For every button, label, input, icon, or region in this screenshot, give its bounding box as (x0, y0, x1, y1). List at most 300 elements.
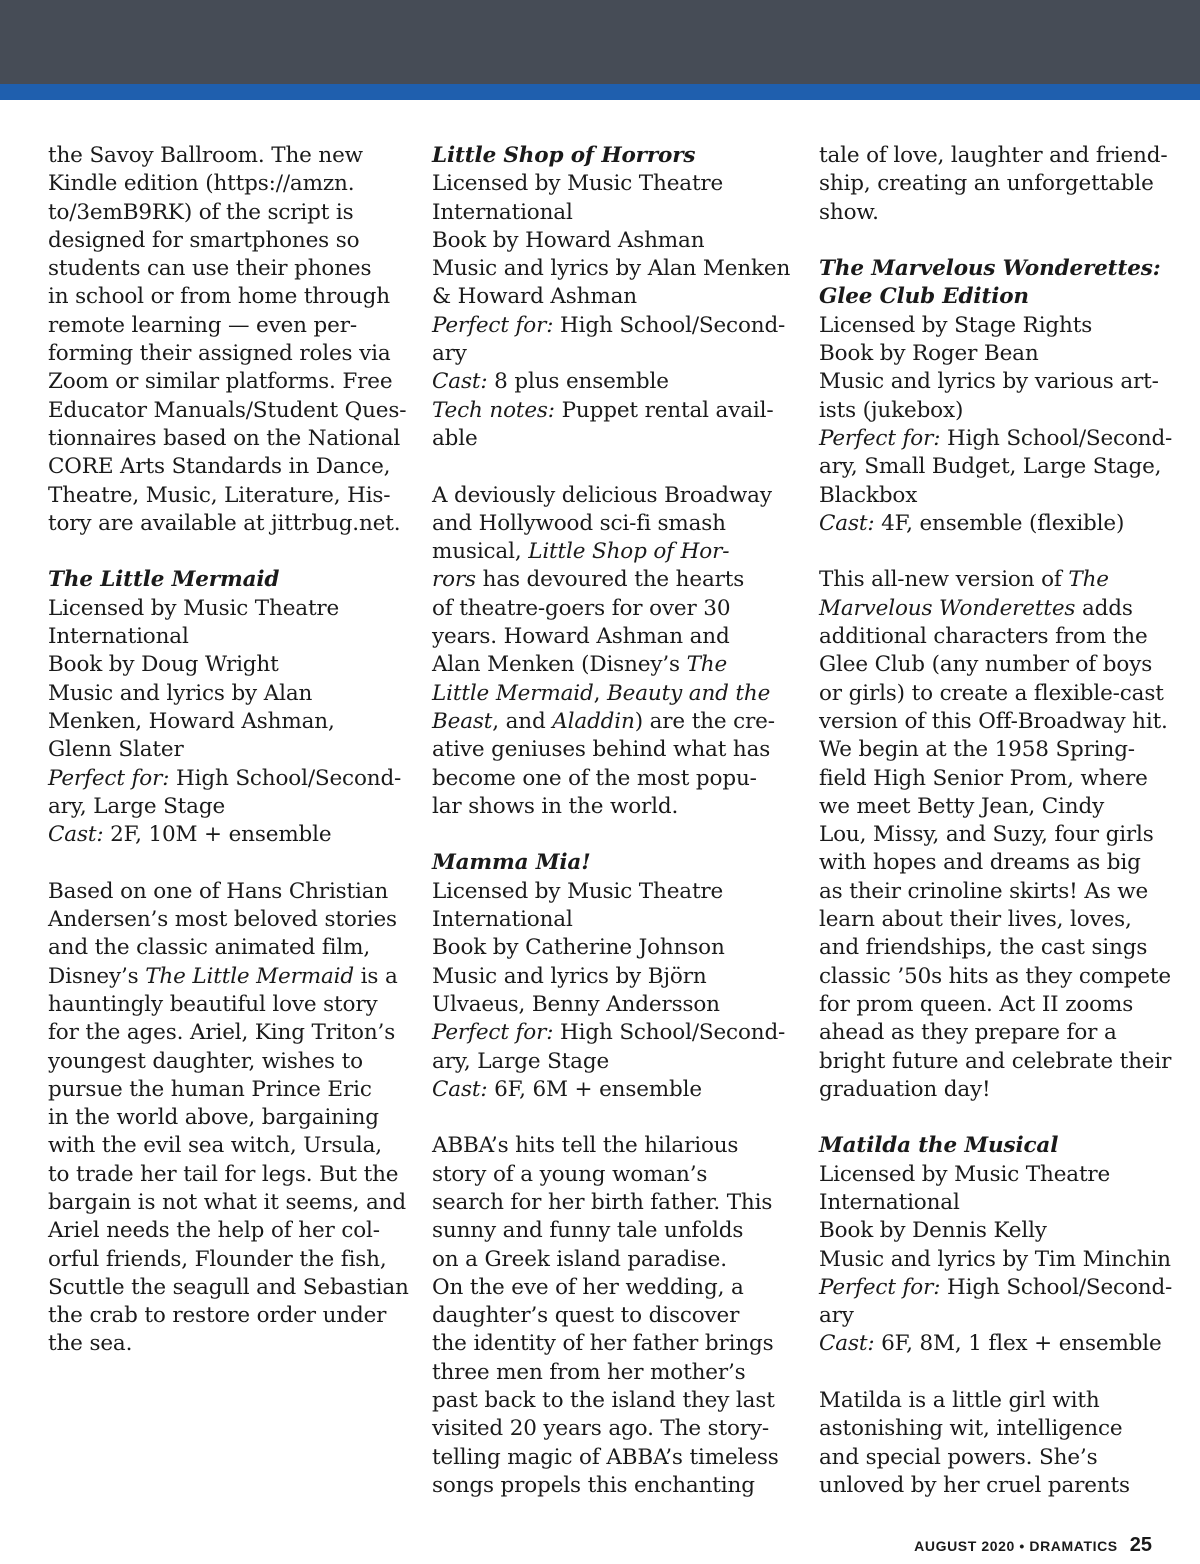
text-line (819, 340, 1171, 368)
body-text: Educator Manuals/Student Ques- (48, 397, 407, 423)
body-text: , (593, 680, 608, 706)
section-title (819, 283, 1171, 311)
body-text: ary, Small Budget, Large Stage, (819, 454, 1162, 480)
body-text: tory are available at jittrbug.net. (48, 510, 401, 536)
text-line (819, 821, 1171, 849)
text-line (819, 651, 1171, 679)
text-line (48, 595, 400, 623)
body-text: youngest daughter, wishes to (48, 1048, 363, 1074)
italic-text: The (686, 652, 728, 678)
body-text: to/3emB9RK) of the script is (48, 199, 354, 225)
header-accent-stripe (0, 84, 1200, 100)
body-text: become one of the most popu- (432, 765, 757, 791)
body-text: ary, Large Stage (48, 793, 226, 819)
text-line (432, 1246, 784, 1274)
italic-text: Cast: (819, 1331, 875, 1357)
text-line (819, 991, 1171, 1019)
text-line (432, 510, 784, 538)
body-text: orful friends, Flounder the fish, (48, 1246, 387, 1272)
body-text: & Howard Ashman (432, 284, 637, 310)
text-line (48, 821, 400, 849)
text-line (432, 651, 784, 679)
body-text: hauntingly beautiful love story (48, 991, 378, 1017)
text-line (432, 708, 784, 736)
section-title-text: The Little Mermaid (48, 567, 280, 593)
body-text: to trade her tail for legs. But the (48, 1161, 399, 1187)
text-line (432, 934, 784, 962)
text-line (432, 312, 784, 340)
text-line (432, 680, 784, 708)
page-footer (914, 1534, 1152, 1557)
column-2 (432, 142, 791, 1500)
text-line (432, 623, 784, 651)
text-line (819, 1359, 1171, 1387)
body-text: for prom queen. Act II zooms (819, 991, 1134, 1017)
body-text: Kindle edition (https://amzn. (48, 171, 355, 197)
body-text: classic ’50s hits as they compete (819, 963, 1171, 989)
text-line (432, 283, 784, 311)
body-text: Music and lyrics by various art- (819, 369, 1159, 395)
body-text: International (819, 1189, 960, 1215)
text-line (819, 1246, 1171, 1274)
text-line (48, 1132, 400, 1160)
body-text: High School/Second- (169, 765, 402, 791)
body-text: Theatre, Music, Literature, His- (48, 482, 391, 508)
body-text: Alan Menken (Disney’s (432, 652, 687, 678)
text-line (48, 510, 400, 538)
text-line (48, 1302, 400, 1330)
text-line (432, 736, 784, 764)
text-line (432, 1217, 784, 1245)
text-line (48, 142, 400, 170)
body-text: ative geniuses behind what has (432, 737, 771, 763)
text-line (48, 849, 400, 877)
issue-label: AUGUST 2020 • DRAMATICS (914, 1538, 1118, 1554)
text-line (432, 340, 784, 368)
body-text: Licensed by Stage Rights (819, 312, 1093, 338)
body-text: years. Howard Ashman and (432, 624, 730, 650)
body-text: Licensed by Music Theatre (48, 595, 340, 621)
body-text: of theatre-goers for over 30 (432, 595, 731, 621)
text-line (48, 1161, 400, 1189)
section-title (432, 849, 784, 877)
body-text: in school or from home through (48, 284, 390, 310)
body-text: and Hollywood sci-fi smash (432, 510, 726, 536)
text-line (48, 538, 400, 566)
text-line (819, 538, 1171, 566)
text-line (819, 1104, 1171, 1132)
text-line (819, 793, 1171, 821)
body-text: graduation day! (819, 1076, 991, 1102)
text-line (819, 368, 1171, 396)
body-text: additional characters from the (819, 624, 1148, 650)
body-text: Puppet rental avail- (554, 397, 774, 423)
body-text: Music and lyrics by Alan (48, 680, 313, 706)
text-line (819, 1217, 1171, 1245)
body-text: astonishing wit, intelligence (819, 1416, 1123, 1442)
text-line (819, 566, 1171, 594)
body-text: is a (354, 963, 398, 989)
text-line (819, 680, 1171, 708)
column-3 (819, 142, 1171, 1500)
text-line (819, 906, 1171, 934)
text-line (48, 934, 400, 962)
body-text: in the world above, bargaining (48, 1105, 379, 1131)
body-text: remote learning — even per- (48, 312, 357, 338)
text-line (432, 1472, 784, 1500)
text-line (48, 425, 400, 453)
text-line (819, 227, 1171, 255)
text-line (48, 1076, 400, 1104)
body-text: Based on one of Hans Christian (48, 878, 389, 904)
text-line (432, 425, 784, 453)
body-text: 6F, 8M, 1 flex + ensemble (874, 1331, 1162, 1357)
body-text: able (432, 425, 478, 451)
body-text: students can use their phones (48, 256, 372, 282)
text-line (819, 142, 1171, 170)
text-line (819, 170, 1171, 198)
body-text: adds (1075, 595, 1133, 621)
text-line (48, 708, 400, 736)
text-line (432, 963, 784, 991)
italic-text: Tech notes: (432, 397, 555, 423)
body-text: learn about their lives, loves, (819, 907, 1132, 933)
italic-text: Little Mermaid (432, 680, 594, 706)
text-line (48, 1330, 400, 1358)
text-line (432, 1076, 784, 1104)
text-line (432, 1444, 784, 1472)
italic-text: Little Shop of Hor- (528, 539, 730, 565)
body-text: Glenn Slater (48, 737, 184, 763)
column-1 (48, 142, 409, 1359)
text-line (819, 708, 1171, 736)
body-text: A deviously delicious Broadway (432, 482, 772, 508)
body-text: , and (492, 708, 553, 734)
body-text: International (432, 199, 573, 225)
text-line (819, 397, 1171, 425)
body-text: High School/Second- (553, 1020, 786, 1046)
text-line (819, 453, 1171, 481)
body-text: and special powers. She’s (819, 1444, 1098, 1470)
text-line (819, 1161, 1171, 1189)
body-text: songs propels this enchanting (432, 1472, 755, 1498)
body-text: Book by Roger Bean (819, 341, 1039, 367)
body-text: bright future and celebrate their (819, 1048, 1172, 1074)
body-text: the Savoy Ballroom. The new (48, 143, 363, 168)
text-line (432, 1302, 784, 1330)
body-text: Licensed by Music Theatre (432, 878, 724, 904)
italic-text: The (1068, 567, 1109, 593)
italic-text: Cast: (432, 369, 488, 395)
section-title-text: Little Shop of Horrors (432, 143, 696, 168)
text-line (48, 765, 400, 793)
body-text: ) are the cre- (634, 708, 775, 734)
body-text: sunny and funny tale unfolds (432, 1218, 744, 1244)
italic-text: rors (432, 567, 476, 593)
italic-text: The Little Mermaid (145, 963, 354, 989)
text-line (432, 765, 784, 793)
body-text: Menken, Howard Ashman, (48, 708, 335, 734)
text-line (819, 1048, 1171, 1076)
text-line (819, 849, 1171, 877)
body-text: tale of love, laughter and friend- (819, 143, 1168, 168)
body-text: 4F, ensemble (flexible) (874, 510, 1125, 536)
body-text: visited 20 years ago. The story- (432, 1416, 769, 1442)
text-line (819, 1076, 1171, 1104)
text-line (48, 1104, 400, 1132)
body-text: or girls) to create a flexible-cast (819, 680, 1164, 706)
italic-text: Perfect for: (432, 312, 554, 338)
text-line (48, 340, 400, 368)
body-text: Book by Dennis Kelly (819, 1218, 1047, 1244)
body-text: Book by Doug Wright (48, 652, 279, 678)
text-line (432, 1274, 784, 1302)
body-text: International (432, 907, 573, 933)
body-text: ABBA’s hits tell the hilarious (432, 1133, 739, 1159)
text-line (48, 878, 400, 906)
text-line (819, 765, 1171, 793)
body-text: musical, (432, 539, 529, 565)
body-text: This all-new version of (819, 567, 1069, 593)
body-text: High School/Second- (940, 1274, 1173, 1300)
text-line (819, 934, 1171, 962)
body-text: Music and lyrics by Alan Menken (432, 256, 791, 282)
text-line (48, 482, 400, 510)
text-line (48, 680, 400, 708)
body-text: Matilda is a little girl with (819, 1388, 1100, 1414)
page-number: 25 (1129, 1534, 1152, 1556)
italic-text: Marvelous Wonderettes (819, 595, 1076, 621)
text-line (819, 595, 1171, 623)
text-line (48, 312, 400, 340)
body-text: past back to the island they last (432, 1388, 775, 1414)
text-line (432, 821, 784, 849)
text-line (432, 793, 784, 821)
body-text: Ariel needs the help of her col- (48, 1218, 380, 1244)
header-bar (0, 0, 1200, 84)
body-text: 2F, 10M + ensemble (103, 822, 332, 848)
text-line (48, 1274, 409, 1302)
text-line (48, 368, 400, 396)
italic-text: Aladdin (552, 708, 635, 734)
italic-text: Beast (432, 708, 493, 734)
text-line (432, 482, 784, 510)
body-text: pursue the human Prince Eric (48, 1076, 372, 1102)
text-line (48, 793, 400, 821)
body-text: forming their assigned roles via (48, 341, 391, 367)
text-line (432, 1387, 784, 1415)
body-text: bargain is not what it seems, and (48, 1189, 406, 1215)
text-line (48, 170, 400, 198)
text-line (819, 1472, 1171, 1500)
text-line (432, 227, 784, 255)
text-line (48, 199, 400, 227)
text-line (48, 227, 400, 255)
text-line (432, 906, 784, 934)
text-line (819, 1387, 1171, 1415)
body-text: ary (819, 1303, 854, 1329)
text-line (432, 1104, 784, 1132)
body-text: field High Senior Prom, where (819, 765, 1148, 791)
body-text: with hopes and dreams as big (819, 850, 1141, 876)
text-line (48, 651, 400, 679)
body-text: Book by Howard Ashman (432, 227, 705, 253)
section-title-text: Matilda the Musical (819, 1133, 1059, 1159)
body-text: 8 plus ensemble (487, 369, 669, 395)
body-text: we meet Betty Jean, Cindy (819, 793, 1105, 819)
text-line (432, 1161, 784, 1189)
text-line (48, 255, 400, 283)
body-text: ahead as they prepare for a (819, 1020, 1117, 1046)
text-line (48, 453, 400, 481)
text-line (48, 1019, 400, 1047)
body-text: and the classic animated film, (48, 935, 370, 961)
section-title (819, 1132, 1171, 1160)
body-text: ship, creating an unforgettable (819, 171, 1154, 197)
body-text: ists (jukebox) (819, 397, 964, 423)
section-title-text: The Marvelous Wonderettes: (819, 256, 1161, 282)
body-text: Scuttle the seagull and Sebastian (48, 1274, 409, 1300)
italic-text: Beauty and the (607, 680, 771, 706)
text-line (432, 453, 784, 481)
section-title (432, 142, 784, 170)
text-line (432, 1415, 784, 1443)
text-line (432, 566, 784, 594)
body-text: search for her birth father. This (432, 1189, 773, 1215)
text-line (819, 199, 1171, 227)
text-line (819, 623, 1171, 651)
body-text: Andersen’s most beloved stories (48, 907, 397, 933)
body-text: Zoom or similar platforms. Free (48, 369, 393, 395)
body-text: unloved by her cruel parents (819, 1472, 1130, 1498)
text-line (819, 482, 1171, 510)
text-line (48, 1189, 406, 1217)
body-text: with the evil sea witch, Ursula, (48, 1133, 382, 1159)
text-line (819, 878, 1171, 906)
text-line (48, 963, 400, 991)
body-text: on a Greek island paradise. (432, 1246, 727, 1272)
body-text: three men from her mother’s (432, 1359, 746, 1385)
body-text: Glee Club (any number of boys (819, 652, 1153, 678)
text-line (48, 1217, 400, 1245)
section-title (48, 566, 400, 594)
text-line (819, 1330, 1171, 1358)
italic-text: Cast: (48, 822, 104, 848)
text-line (819, 1415, 1171, 1443)
text-line (432, 397, 784, 425)
text-line (819, 1302, 1171, 1330)
italic-text: Perfect for: (432, 1020, 554, 1046)
section-title-text: Mamma Mia! (432, 850, 591, 876)
italic-text: Cast: (432, 1076, 488, 1102)
text-line (432, 991, 784, 1019)
text-line (432, 368, 784, 396)
italic-text: Perfect for: (819, 1274, 941, 1300)
text-line (48, 991, 400, 1019)
text-line (432, 538, 784, 566)
body-text: has devoured the hearts (475, 567, 745, 593)
body-text: show. (819, 199, 879, 225)
body-text: lar shows in the world. (432, 793, 679, 819)
body-text: story of a young woman’s (432, 1161, 708, 1187)
text-line (432, 255, 791, 283)
body-text: the identity of her father brings (432, 1331, 774, 1357)
text-line (48, 736, 400, 764)
italic-text: Cast: (819, 510, 875, 536)
text-line (432, 1132, 784, 1160)
text-line (819, 736, 1171, 764)
body-text: designed for smartphones so (48, 227, 360, 253)
text-line (48, 283, 400, 311)
text-line (819, 963, 1171, 991)
body-text: Music and lyrics by Björn (432, 963, 707, 989)
body-text: CORE Arts Standards in Dance, (48, 454, 391, 480)
body-text: the sea. (48, 1331, 133, 1357)
text-line (432, 1048, 784, 1076)
body-text: and friendships, the cast sings (819, 935, 1148, 961)
body-text: We begin at the 1958 Spring- (819, 737, 1135, 763)
text-line (819, 312, 1171, 340)
text-line (819, 1274, 1171, 1302)
body-text: Lou, Missy, and Suzy, four girls (819, 822, 1154, 848)
text-line (432, 1019, 784, 1047)
text-line (819, 1019, 1171, 1047)
text-line (432, 199, 784, 227)
body-text: version of this Off-Broadway hit. (819, 708, 1168, 734)
body-text: Blackbox (819, 482, 918, 508)
body-text: Book by Catherine Johnson (432, 935, 725, 961)
section-title (819, 255, 1171, 283)
text-line (432, 1189, 784, 1217)
text-line (819, 425, 1171, 453)
text-line (48, 623, 400, 651)
text-line (432, 595, 784, 623)
body-text: High School/Second- (940, 425, 1173, 451)
body-text: ary (432, 341, 467, 367)
text-line (432, 1330, 784, 1358)
italic-text: Perfect for: (819, 425, 941, 451)
body-text: telling magic of ABBA’s timeless (432, 1444, 779, 1470)
text-line (48, 906, 400, 934)
body-text: daughter’s quest to discover (432, 1303, 740, 1329)
body-text: High School/Second- (553, 312, 786, 338)
text-line (48, 397, 407, 425)
text-line (432, 878, 784, 906)
body-text: Disney’s (48, 963, 146, 989)
body-text: as their crinoline skirts! As we (819, 878, 1149, 904)
body-text: Music and lyrics by Tim Minchin (819, 1246, 1171, 1272)
text-line (819, 1444, 1171, 1472)
text-line (48, 1246, 400, 1274)
body-text: 6F, 6M + ensemble (487, 1076, 702, 1102)
text-line (432, 1359, 784, 1387)
body-text: ary, Large Stage (432, 1048, 610, 1074)
body-text: Ulvaeus, Benny Andersson (432, 991, 720, 1017)
section-title-text: Glee Club Edition (819, 284, 1029, 310)
body-text: International (48, 624, 189, 650)
body-text: Licensed by Music Theatre (819, 1161, 1111, 1187)
text-line (819, 510, 1171, 538)
text-line (819, 1189, 1171, 1217)
text-line (48, 1048, 400, 1076)
body-text: tionnaires based on the National (48, 425, 401, 451)
body-text: Licensed by Music Theatre (432, 171, 724, 197)
body-text: for the ages. Ariel, King Triton’s (48, 1020, 396, 1046)
body-text: On the eve of her wedding, a (432, 1274, 744, 1300)
text-line (432, 170, 784, 198)
body-text: the crab to restore order under (48, 1303, 387, 1329)
italic-text: Perfect for: (48, 765, 170, 791)
